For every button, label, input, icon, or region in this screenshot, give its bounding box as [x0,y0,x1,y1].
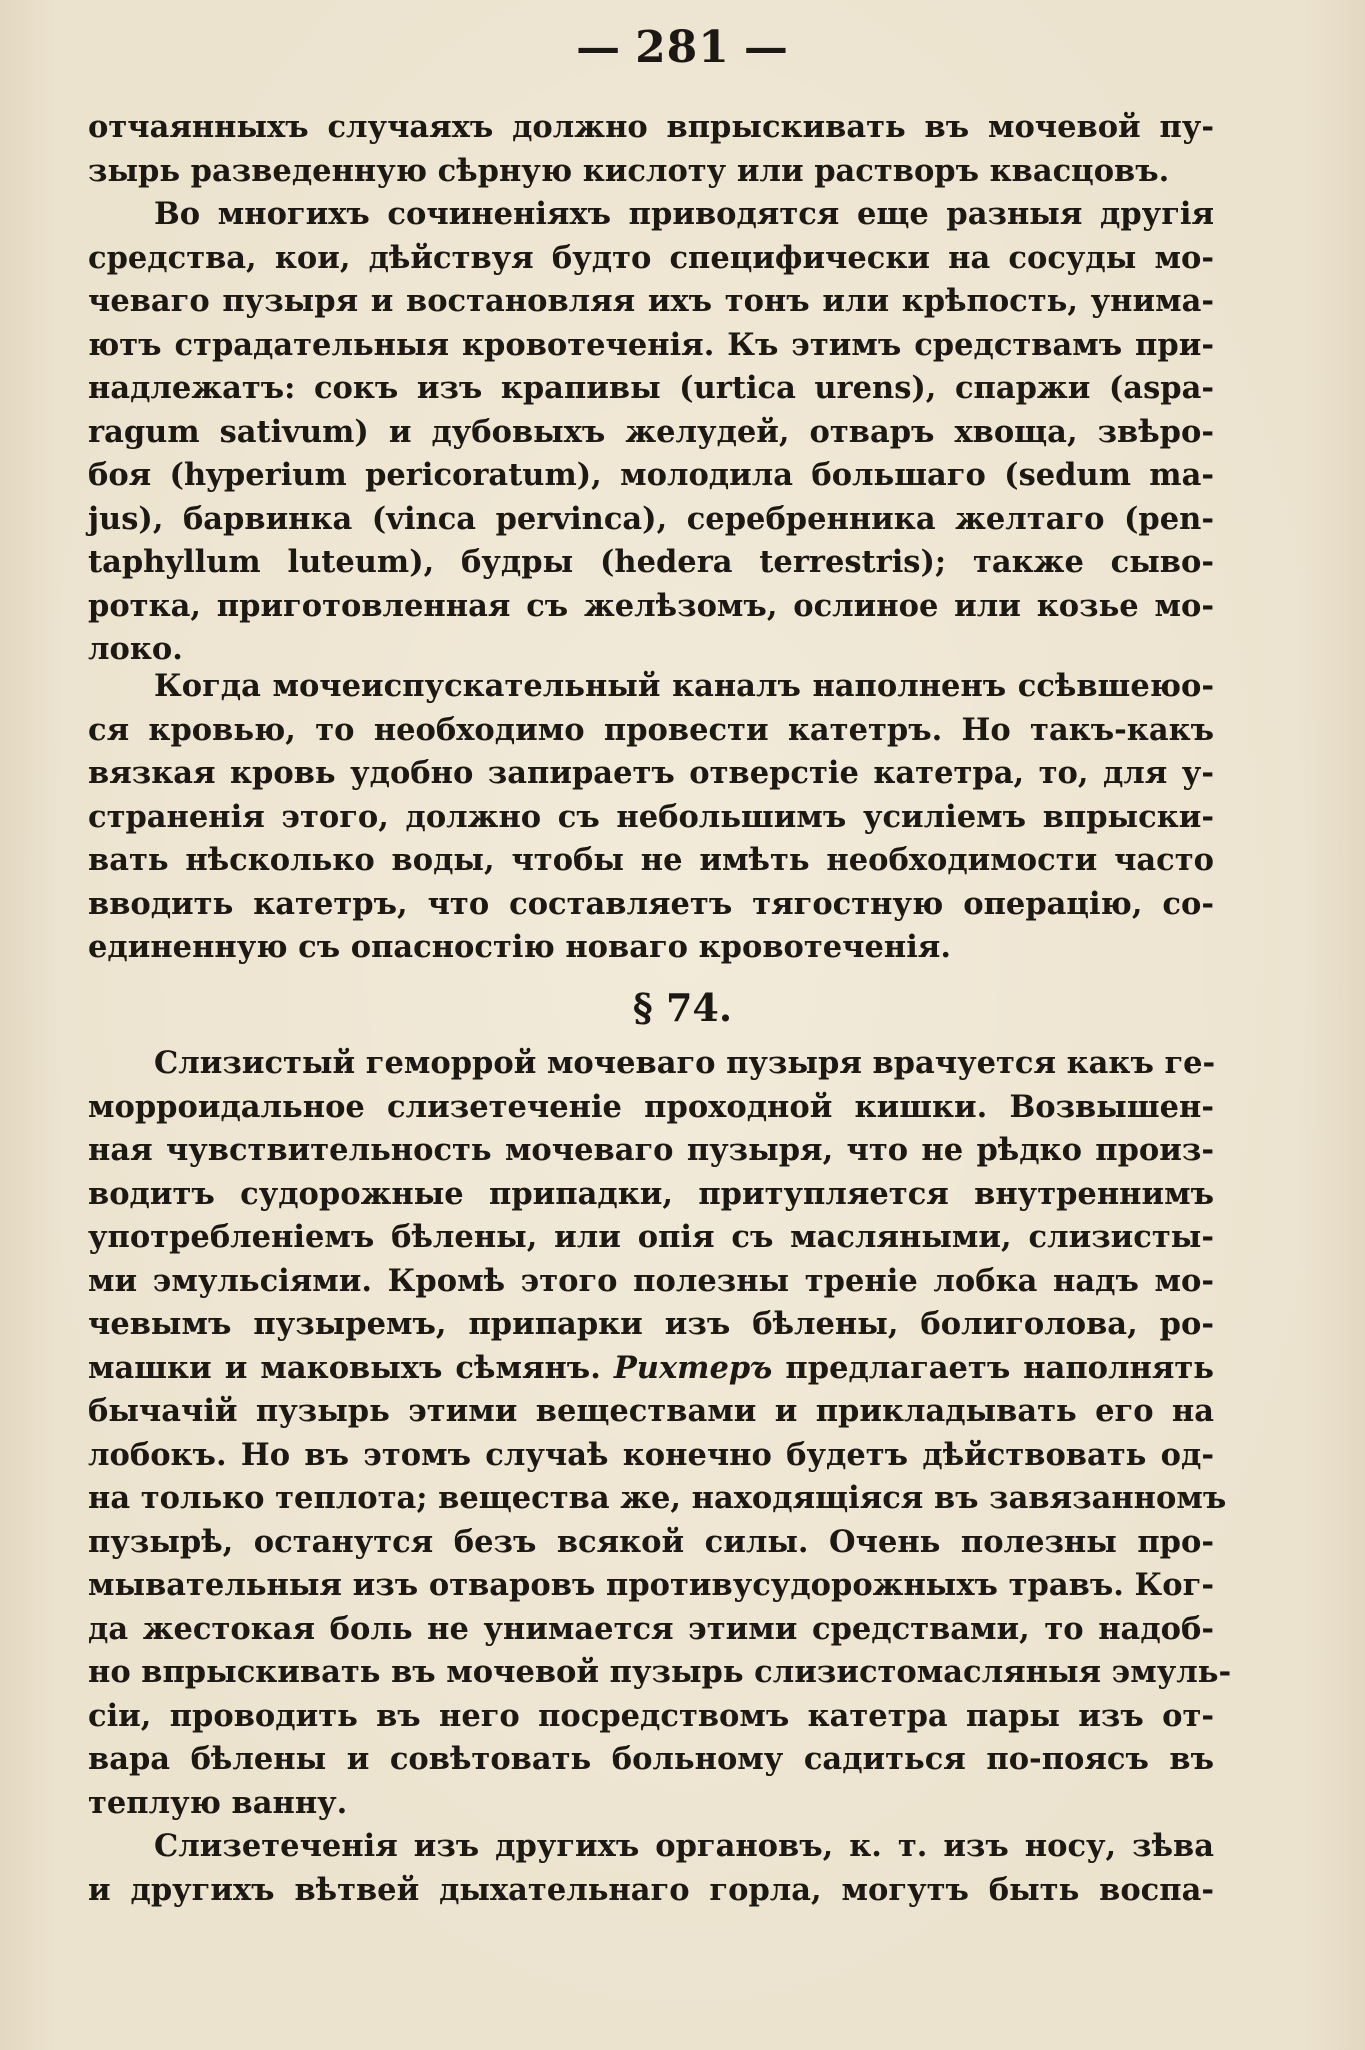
text-line: единенную съ опасностію новаго кровотеченія. [88,929,951,965]
text-line: ся кровью, то необходимо провести катетръ. Но такъ-какъ [88,711,1214,748]
text-line: средства, кои, дѣйствуя будто специфически на сосуды мо- [88,239,1214,276]
text-line: ротка, приготовленная съ желѣзомъ, ослиное или козье мо- [88,587,1214,624]
text-line: ragum sativum) и дубовыхъ желудей, отваръ хвоща, звѣро- [88,413,1214,450]
page-header [0,22,1365,73]
text-line: теплую ванну. [88,1784,348,1821]
text-line: зырь разведенную сѣрную кислоту или растворъ квасцовъ. [88,152,1170,189]
text-line: чеваго пузыря и востановляя ихъ тонъ или крѣпость, унима- [88,283,1214,319]
text-line: на только теплота; вещества же, находящіяся въ завязанномъ [88,1480,1227,1516]
text-line: морроидальное слизетеченіе проходной кишки. Возвышен- [88,1088,1214,1125]
author-name-italic: Рихтеръ [613,1349,773,1386]
text-line: чевымъ пузыремъ, припарки изъ бѣлены, болиголова, ро- [88,1306,1214,1342]
text-line: ная чувствительность мочеваго пузыря, что не рѣдко произ- [88,1132,1214,1168]
text-line: Слизистый геморрой мочеваго пузыря врачуется какъ ге- [154,1045,1216,1081]
text-line: ми эмульсіями. Кромѣ этого полезны треніе лобка надъ мо- [88,1262,1214,1299]
text-line: страненія этого, должно съ небольшимъ усиліемъ впрыски- [88,798,1214,835]
text-line: jus), барвинка (vinca pervinca), серебренника желтаго (pen- [88,500,1214,537]
text-line-with-author [88,1347,1214,1391]
text-line: вать нѣсколько воды, чтобы не имѣть необходимости часто [88,842,1214,878]
text-line: сіи, проводить въ него посредствомъ катетра пары изъ от- [88,1697,1214,1734]
text-segment: машки и маковыхъ сѣмянъ. [88,1349,614,1386]
text-line: Во многихъ сочиненіяхъ приводятся еще разныя другія [154,196,1214,232]
text-line: локо. [88,631,183,667]
paragraph-block-1 [88,106,1214,672]
text-segment: предлагаетъ наполнять [772,1349,1214,1386]
text-line: отчаянныхъ случаяхъ должно впрыскивать въ мочевой пу- [88,109,1214,145]
text-line: ютъ страдательныя кровотеченія. Къ этимъ средствамъ при- [88,326,1214,363]
section-heading: § 74. [632,985,733,1030]
text-line: мывательныя изъ отваровъ противусудорожныхъ травъ. Ког- [88,1567,1214,1603]
text-line: taphyllum luteum), будры (hedera terrestris); также сыво- [88,544,1214,580]
text-line: Когда мочеиспускательный каналъ наполненъ ссѣвшеюо- [154,668,1214,704]
text-line: и другихъ вѣтвей дыхательнаго горла, могутъ быть воспа- [88,1871,1214,1908]
paragraph-block-2 [88,665,1214,970]
paragraph-block-3 [88,1042,1232,1912]
text-line: да жестокая боль не унимается этими средствами, то надоб- [88,1610,1214,1647]
text-line: бычачій пузырь этими веществами и прикладывать его на [88,1393,1214,1429]
text-line: вара бѣлены и совѣтовать больному садиться по-поясъ въ [88,1741,1214,1777]
text-line: употребленіемъ бѣлены, или опія съ масляными, слизисты- [88,1219,1214,1255]
text-line: надлежатъ: сокъ изъ крапивы (urtica urens), спаржи (aspa- [88,370,1214,406]
text-line: водитъ судорожные припадки, притупляется внутреннимъ [88,1175,1214,1212]
header-dash-left: — [576,22,622,73]
text-line: но впрыскивать въ мочевой пузырь слизистомасляныя эмуль- [88,1654,1232,1690]
text-line: вязкая кровь удобно запираетъ отверстіе катетра, то, для у- [88,755,1214,791]
header-dash-right: — [743,22,789,73]
page-number: 281 [635,22,730,73]
text-line: лобокъ. Но въ этомъ случаѣ конечно будетъ дѣйствовать од- [88,1436,1214,1473]
text-line: боя (hyperium pericoratum), молодила большаго (sedum ma- [88,457,1214,493]
text-line: Слизетеченія изъ другихъ органовъ, к. т. изъ носу, зѣва [154,1828,1214,1864]
text-line: вводить катетръ, что составляетъ тягостную операцію, со- [88,885,1214,922]
text-line: пузырѣ, останутся безъ всякой силы. Очень полезны про- [88,1523,1214,1560]
